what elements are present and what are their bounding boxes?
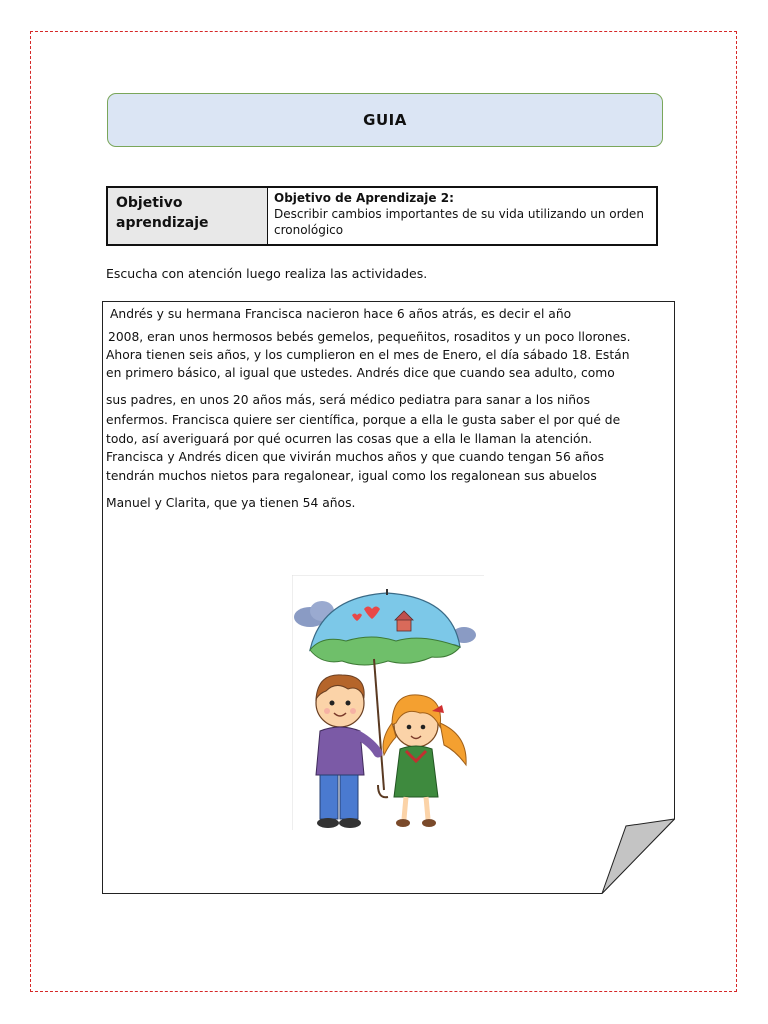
objective-desc-line1: Describir cambios importantes de su vida utilizando un orden	[274, 207, 644, 221]
story-line: tendrán muchos nietos para regalonear, igual como los regalonean sus abuelos	[106, 469, 597, 483]
objective-title: Objetivo de Aprendizaje 2:	[274, 191, 454, 205]
objective-desc-line2: cronológico	[274, 223, 344, 237]
page-title: GUIA	[363, 111, 407, 129]
story-line: Ahora tienen seis años, y los cumplieron en el mes de Enero, el día sábado 18. Están	[106, 348, 630, 362]
story-line: enfermos. Francisca quiere ser científica, porque a ella le gusta saber el por qué de	[106, 413, 621, 427]
objective-label-line2: aprendizaje	[116, 215, 209, 231]
objective-label-cell	[108, 188, 268, 244]
story-line: sus padres, en unos 20 años más, será médico pediatra para sanar a los niños	[106, 393, 590, 407]
objective-content-cell	[268, 188, 656, 244]
story-line: Francisca y Andrés dicen que vivirán muchos años y que cuando tengan 56 años	[106, 450, 604, 464]
objective-table	[106, 186, 658, 246]
children-umbrella-illustration	[292, 575, 484, 830]
title-box	[107, 93, 663, 147]
instruction-text: Escucha con atención luego realiza las actividades.	[106, 266, 428, 281]
story-line: 2008, eran unos hermosos bebés gemelos, pequeñitos, rosaditos y un poco llorones.	[108, 330, 631, 344]
story-line: Manuel y Clarita, que ya tienen 54 años.	[106, 496, 356, 510]
story-line: en primero básico, al igual que ustedes. Andrés dice que cuando sea adulto, como	[106, 366, 615, 380]
story-line: Andrés y su hermana Francisca nacieron hace 6 años atrás, es decir el año	[110, 307, 572, 321]
objective-label-line1: Objetivo	[116, 195, 183, 211]
story-line: todo, así averiguará por qué ocurren las cosas que a ella le llaman la atención.	[106, 432, 593, 446]
